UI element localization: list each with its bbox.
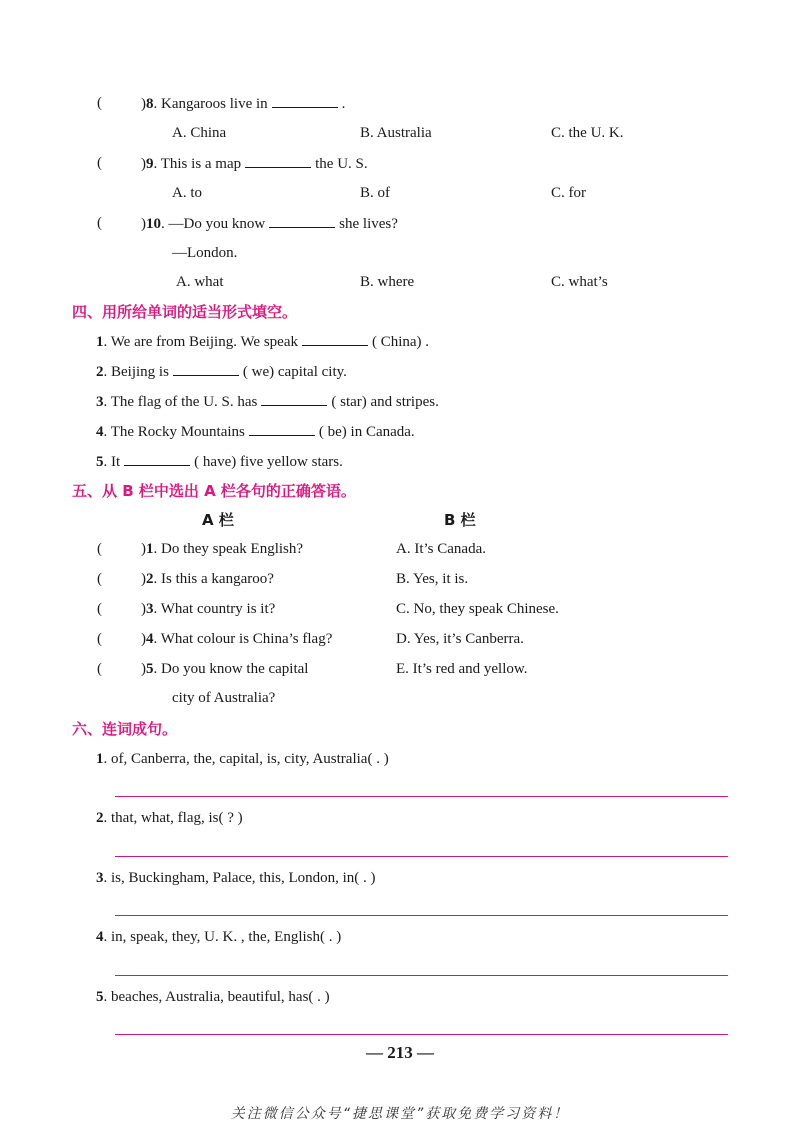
option-a: A. what	[176, 274, 224, 290]
option-b: B. Australia	[360, 125, 432, 141]
answer-line[interactable]	[115, 1034, 728, 1035]
option-c: C. what’s	[551, 274, 608, 290]
answer-blank[interactable]	[269, 213, 335, 228]
option-a: A. China	[172, 125, 227, 141]
question-9: )9. This is a map the U. S.	[141, 153, 368, 174]
match-row-2: )2. Is this a kangaroo?	[141, 571, 274, 587]
question-8: )8. Kangaroos live in .	[141, 93, 345, 114]
match-row-5-continued: city of Australia?	[172, 690, 276, 706]
section-6-title: 六、连词成句。	[72, 720, 178, 738]
match-row-4: )4. What colour is China’s flag?	[141, 631, 333, 647]
option-b: B. of	[360, 185, 390, 201]
answer-paren-open[interactable]: (	[97, 571, 102, 587]
fill-item-4: 4. The Rocky Mountains ( be) in Canada.	[96, 421, 415, 442]
footer-promo-text: 关注微信公众号“捷思课堂”获取免费学习资料！	[230, 1106, 570, 1122]
section-4-title: 四、用所给单词的适当形式填空。	[72, 303, 298, 321]
fill-item-2: 2. Beijing is ( we) capital city.	[96, 361, 347, 382]
answer-paren-open[interactable]: (	[97, 661, 102, 677]
match-answer-b: B. Yes, it is.	[396, 571, 469, 587]
fill-item-3: 3. The flag of the U. S. has ( star) and stripes.	[96, 391, 439, 412]
answer-blank[interactable]	[302, 331, 368, 346]
answer-line[interactable]	[115, 856, 728, 857]
option-a: A. to	[172, 185, 202, 201]
answer-blank[interactable]	[272, 93, 338, 108]
match-row-3: )3. What country is it?	[141, 601, 276, 617]
column-a-header: A 栏	[202, 511, 234, 529]
answer-paren-open[interactable]: (	[97, 541, 102, 557]
question-10-reply: —London.	[172, 245, 238, 261]
reorder-item-1: 1. of, Canberra, the, capital, is, city, Australia( . )	[96, 751, 389, 767]
answer-blank[interactable]	[173, 361, 239, 376]
answer-line[interactable]	[115, 796, 728, 797]
answer-line[interactable]	[115, 915, 728, 916]
match-answer-e: E. It’s red and yellow.	[396, 661, 528, 677]
match-row-1: )1. Do they speak English?	[141, 541, 304, 557]
answer-paren-open[interactable]: (	[97, 631, 102, 647]
answer-blank[interactable]	[245, 153, 311, 168]
option-c: C. for	[551, 185, 586, 201]
reorder-item-5: 5. beaches, Australia, beautiful, has( . )	[96, 989, 330, 1005]
section-5-title: 五、从 B 栏中选出 A 栏各句的正确答语。	[72, 482, 356, 500]
answer-paren-open[interactable]: (	[97, 215, 102, 231]
match-answer-c: C. No, they speak Chinese.	[396, 601, 559, 617]
answer-paren-open[interactable]: (	[97, 601, 102, 617]
match-answer-d: D. Yes, it’s Canberra.	[396, 631, 524, 647]
reorder-item-2: 2. that, what, flag, is( ? )	[96, 810, 243, 826]
match-answer-a: A. It’s Canada.	[396, 541, 486, 557]
answer-paren-open[interactable]: (	[97, 155, 102, 171]
column-b-header: B 栏	[444, 511, 476, 529]
answer-blank[interactable]	[249, 421, 315, 436]
answer-paren-open[interactable]: (	[97, 95, 102, 111]
answer-blank[interactable]	[261, 391, 327, 406]
question-10: )10. —Do you know she lives?	[141, 213, 398, 234]
answer-blank[interactable]	[124, 451, 190, 466]
reorder-item-4: 4. in, speak, they, U. K. , the, English( . )	[96, 929, 342, 945]
match-row-5: )5. Do you know the capital	[141, 661, 309, 677]
fill-item-5: 5. It ( have) five yellow stars.	[96, 451, 343, 472]
page-number: — 213 —	[366, 1043, 434, 1062]
reorder-item-3: 3. is, Buckingham, Palace, this, London, in( . )	[96, 870, 376, 886]
answer-line[interactable]	[115, 975, 728, 976]
fill-item-1: 1. We are from Beijing. We speak ( China) .	[96, 331, 429, 352]
option-c: C. the U. K.	[551, 125, 624, 141]
option-b: B. where	[360, 274, 415, 290]
